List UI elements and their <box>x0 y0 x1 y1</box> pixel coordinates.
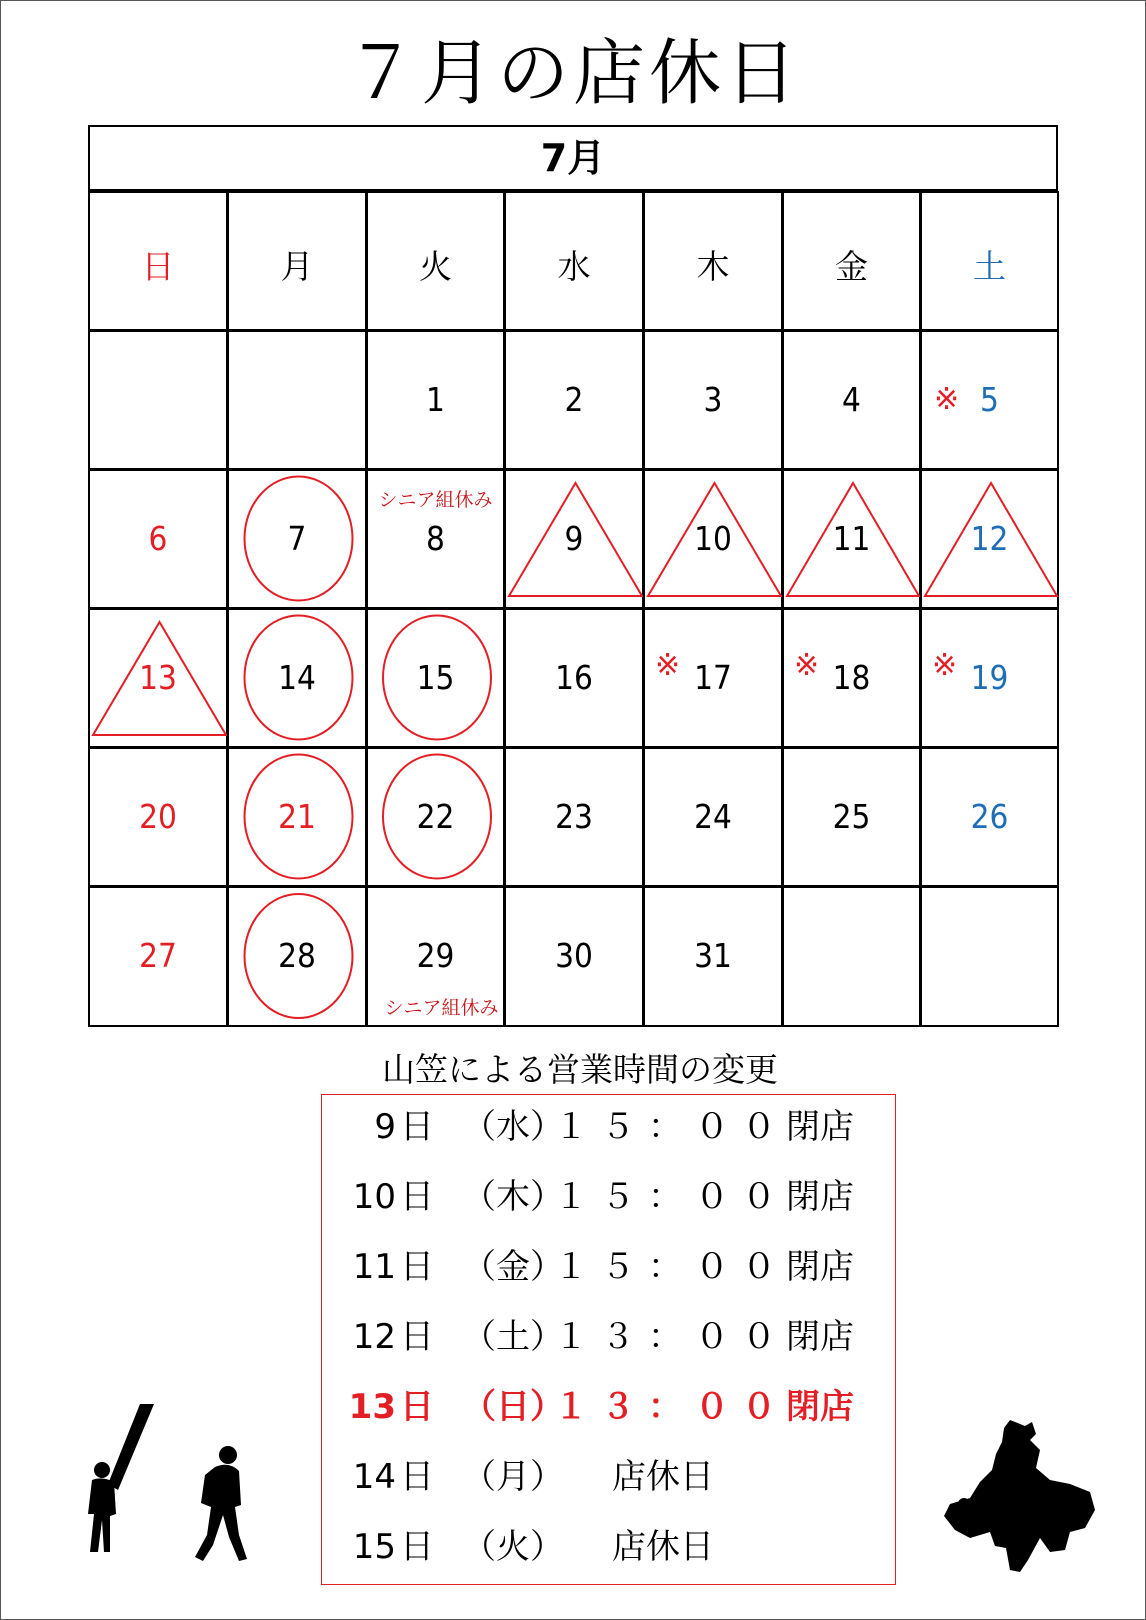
row-day-unit: 日 <box>400 1457 434 1497</box>
calendar-day-cell <box>88 608 228 748</box>
calendar-day-cell <box>643 747 783 887</box>
day-number: 12 <box>970 519 1009 558</box>
day-number: 2 <box>564 380 584 419</box>
row-date: 14 <box>352 1457 396 1497</box>
hours-change-box <box>321 1094 896 1585</box>
calendar-day-cell <box>920 608 1059 748</box>
day-number: 23 <box>555 797 593 836</box>
calendar-day-cell <box>920 330 1059 470</box>
calendar-day-cell <box>366 608 505 748</box>
month-header: 7月 <box>88 125 1058 193</box>
row-holiday: 店休日 <box>612 1527 714 1567</box>
day-number: 11 <box>832 519 871 558</box>
day-number: 14 <box>278 658 316 697</box>
row-date: 11 <box>352 1247 396 1287</box>
row-weekday: （土） <box>462 1317 564 1357</box>
weekday-label: 木 <box>696 247 730 286</box>
row-day-unit: 日 <box>400 1107 434 1147</box>
calendar-day-cell <box>643 886 783 1027</box>
calendar-day-cell <box>88 886 228 1027</box>
hours-change-title: 山笠による営業時間の変更 <box>382 1050 778 1089</box>
calendar-day-cell <box>782 330 921 470</box>
calendar-day-cell <box>366 330 505 470</box>
day-number: 5 <box>980 380 999 419</box>
weekday-label: 日 <box>141 247 175 286</box>
day-number: 4 <box>842 380 861 419</box>
day-number: 26 <box>970 797 1009 836</box>
row-date: 12 <box>352 1317 396 1357</box>
row-status: 閉店 <box>786 1107 854 1147</box>
weekday-header-cell <box>504 191 644 331</box>
row-status: 閉店 <box>786 1247 854 1287</box>
calendar-day-cell <box>366 469 505 609</box>
calendar-day-cell <box>504 886 644 1027</box>
row-day-unit: 日 <box>400 1527 434 1567</box>
senior-group-off-note: シニア組休み <box>378 489 493 511</box>
weekday-header-cell <box>227 191 367 331</box>
day-number: 7 <box>287 519 307 558</box>
row-weekday: （木） <box>462 1177 564 1217</box>
calendar-day-cell <box>88 469 228 609</box>
row-date: 15 <box>352 1527 396 1567</box>
calendar-day-cell <box>227 608 367 748</box>
row-close-time: １５：００ <box>554 1247 789 1287</box>
calendar-day-cell <box>782 469 921 609</box>
empty-day-cell <box>782 886 921 1027</box>
row-weekday: （火） <box>462 1527 564 1567</box>
note-asterisk-mark: ※ <box>934 382 960 417</box>
hours-change-row <box>322 1307 897 1367</box>
calendar-day-cell <box>920 469 1059 609</box>
day-number: 15 <box>416 658 455 697</box>
day-number: 21 <box>278 797 316 836</box>
day-number: 30 <box>555 936 593 975</box>
row-close-time: １５：００ <box>554 1177 789 1217</box>
row-weekday: （月） <box>462 1457 564 1497</box>
hours-change-row <box>322 1377 897 1437</box>
pole-carrier-silhouette <box>80 1402 160 1557</box>
hours-change-row <box>322 1097 897 1157</box>
row-weekday: （日） <box>462 1387 564 1427</box>
calendar-day-cell <box>920 747 1059 887</box>
calendar-day-cell <box>227 469 367 609</box>
calendar-day-cell <box>504 747 644 887</box>
row-date: 13 <box>348 1387 396 1427</box>
note-asterisk-mark: ※ <box>655 648 681 683</box>
weekday-header-cell <box>643 191 783 331</box>
page-title: ７月の店休日 <box>344 31 801 115</box>
calendar-grid <box>88 191 1058 1026</box>
hours-change-row <box>322 1517 897 1577</box>
row-holiday: 店休日 <box>612 1457 714 1497</box>
weekday-header-cell <box>88 191 228 331</box>
day-number: 13 <box>139 658 177 697</box>
day-number: 31 <box>694 936 732 975</box>
row-status: 閉店 <box>786 1177 854 1217</box>
row-day-unit: 日 <box>400 1387 434 1427</box>
day-number: 17 <box>694 658 732 697</box>
day-number: 6 <box>148 519 168 558</box>
day-number: 9 <box>564 519 584 558</box>
calendar <box>88 125 1058 1026</box>
weekday-label: 金 <box>835 247 868 286</box>
weekday-header-cell <box>920 191 1059 331</box>
calendar-day-cell <box>643 469 783 609</box>
row-day-unit: 日 <box>400 1177 434 1217</box>
weekday-header-cell <box>782 191 921 331</box>
weekday-label: 月 <box>280 247 314 286</box>
calendar-day-cell <box>88 747 228 887</box>
day-number: 27 <box>139 936 177 975</box>
row-close-time: １３：００ <box>554 1317 789 1357</box>
calendar-day-cell <box>366 747 505 887</box>
calendar-day-cell <box>643 608 783 748</box>
day-number: 8 <box>426 519 445 558</box>
day-number: 19 <box>970 658 1009 697</box>
row-weekday: （水） <box>462 1107 564 1147</box>
note-asterisk-mark: ※ <box>932 648 958 683</box>
calendar-day-cell <box>782 747 921 887</box>
calendar-day-cell <box>643 330 783 470</box>
calendar-day-cell <box>504 330 644 470</box>
calendar-day-cell <box>366 886 505 1027</box>
row-day-unit: 日 <box>400 1317 434 1357</box>
row-day-unit: 日 <box>400 1247 434 1287</box>
calendar-day-cell <box>782 608 921 748</box>
weekday-header-cell <box>366 191 505 331</box>
weekday-label: 土 <box>973 247 1006 286</box>
row-close-time: １５：００ <box>554 1107 789 1147</box>
calendar-day-cell <box>227 747 367 887</box>
row-date: 9 <box>374 1107 396 1147</box>
day-number: 28 <box>278 936 316 975</box>
day-number: 25 <box>832 797 871 836</box>
day-number: 20 <box>139 797 177 836</box>
day-number: 1 <box>426 380 445 419</box>
day-number: 10 <box>694 519 732 558</box>
calendar-day-cell <box>504 469 644 609</box>
hours-change-row <box>322 1237 897 1297</box>
row-close-time: １３：００ <box>554 1387 789 1427</box>
empty-day-cell <box>88 330 228 470</box>
walking-man-silhouette <box>195 1445 255 1570</box>
row-date: 10 <box>352 1177 396 1217</box>
row-weekday: （金） <box>462 1247 564 1287</box>
senior-group-off-note: シニア組休み <box>384 997 499 1019</box>
row-status: 閉店 <box>786 1317 854 1357</box>
day-number: 3 <box>703 380 723 419</box>
empty-day-cell <box>920 886 1059 1027</box>
hours-change-row <box>322 1447 897 1507</box>
day-number: 16 <box>555 658 593 697</box>
weekday-label: 火 <box>419 247 452 286</box>
day-number: 22 <box>416 797 455 836</box>
empty-day-cell <box>227 330 367 470</box>
day-number: 24 <box>694 797 732 836</box>
weekday-label: 水 <box>557 247 591 286</box>
day-number: 18 <box>832 658 871 697</box>
calendar-day-cell <box>227 886 367 1027</box>
festival-float-silhouette <box>940 1420 1100 1575</box>
day-number: 29 <box>416 936 455 975</box>
hours-change-row <box>322 1167 897 1227</box>
row-status: 閉店 <box>786 1387 854 1427</box>
note-asterisk-mark: ※ <box>794 648 820 683</box>
calendar-day-cell <box>504 608 644 748</box>
